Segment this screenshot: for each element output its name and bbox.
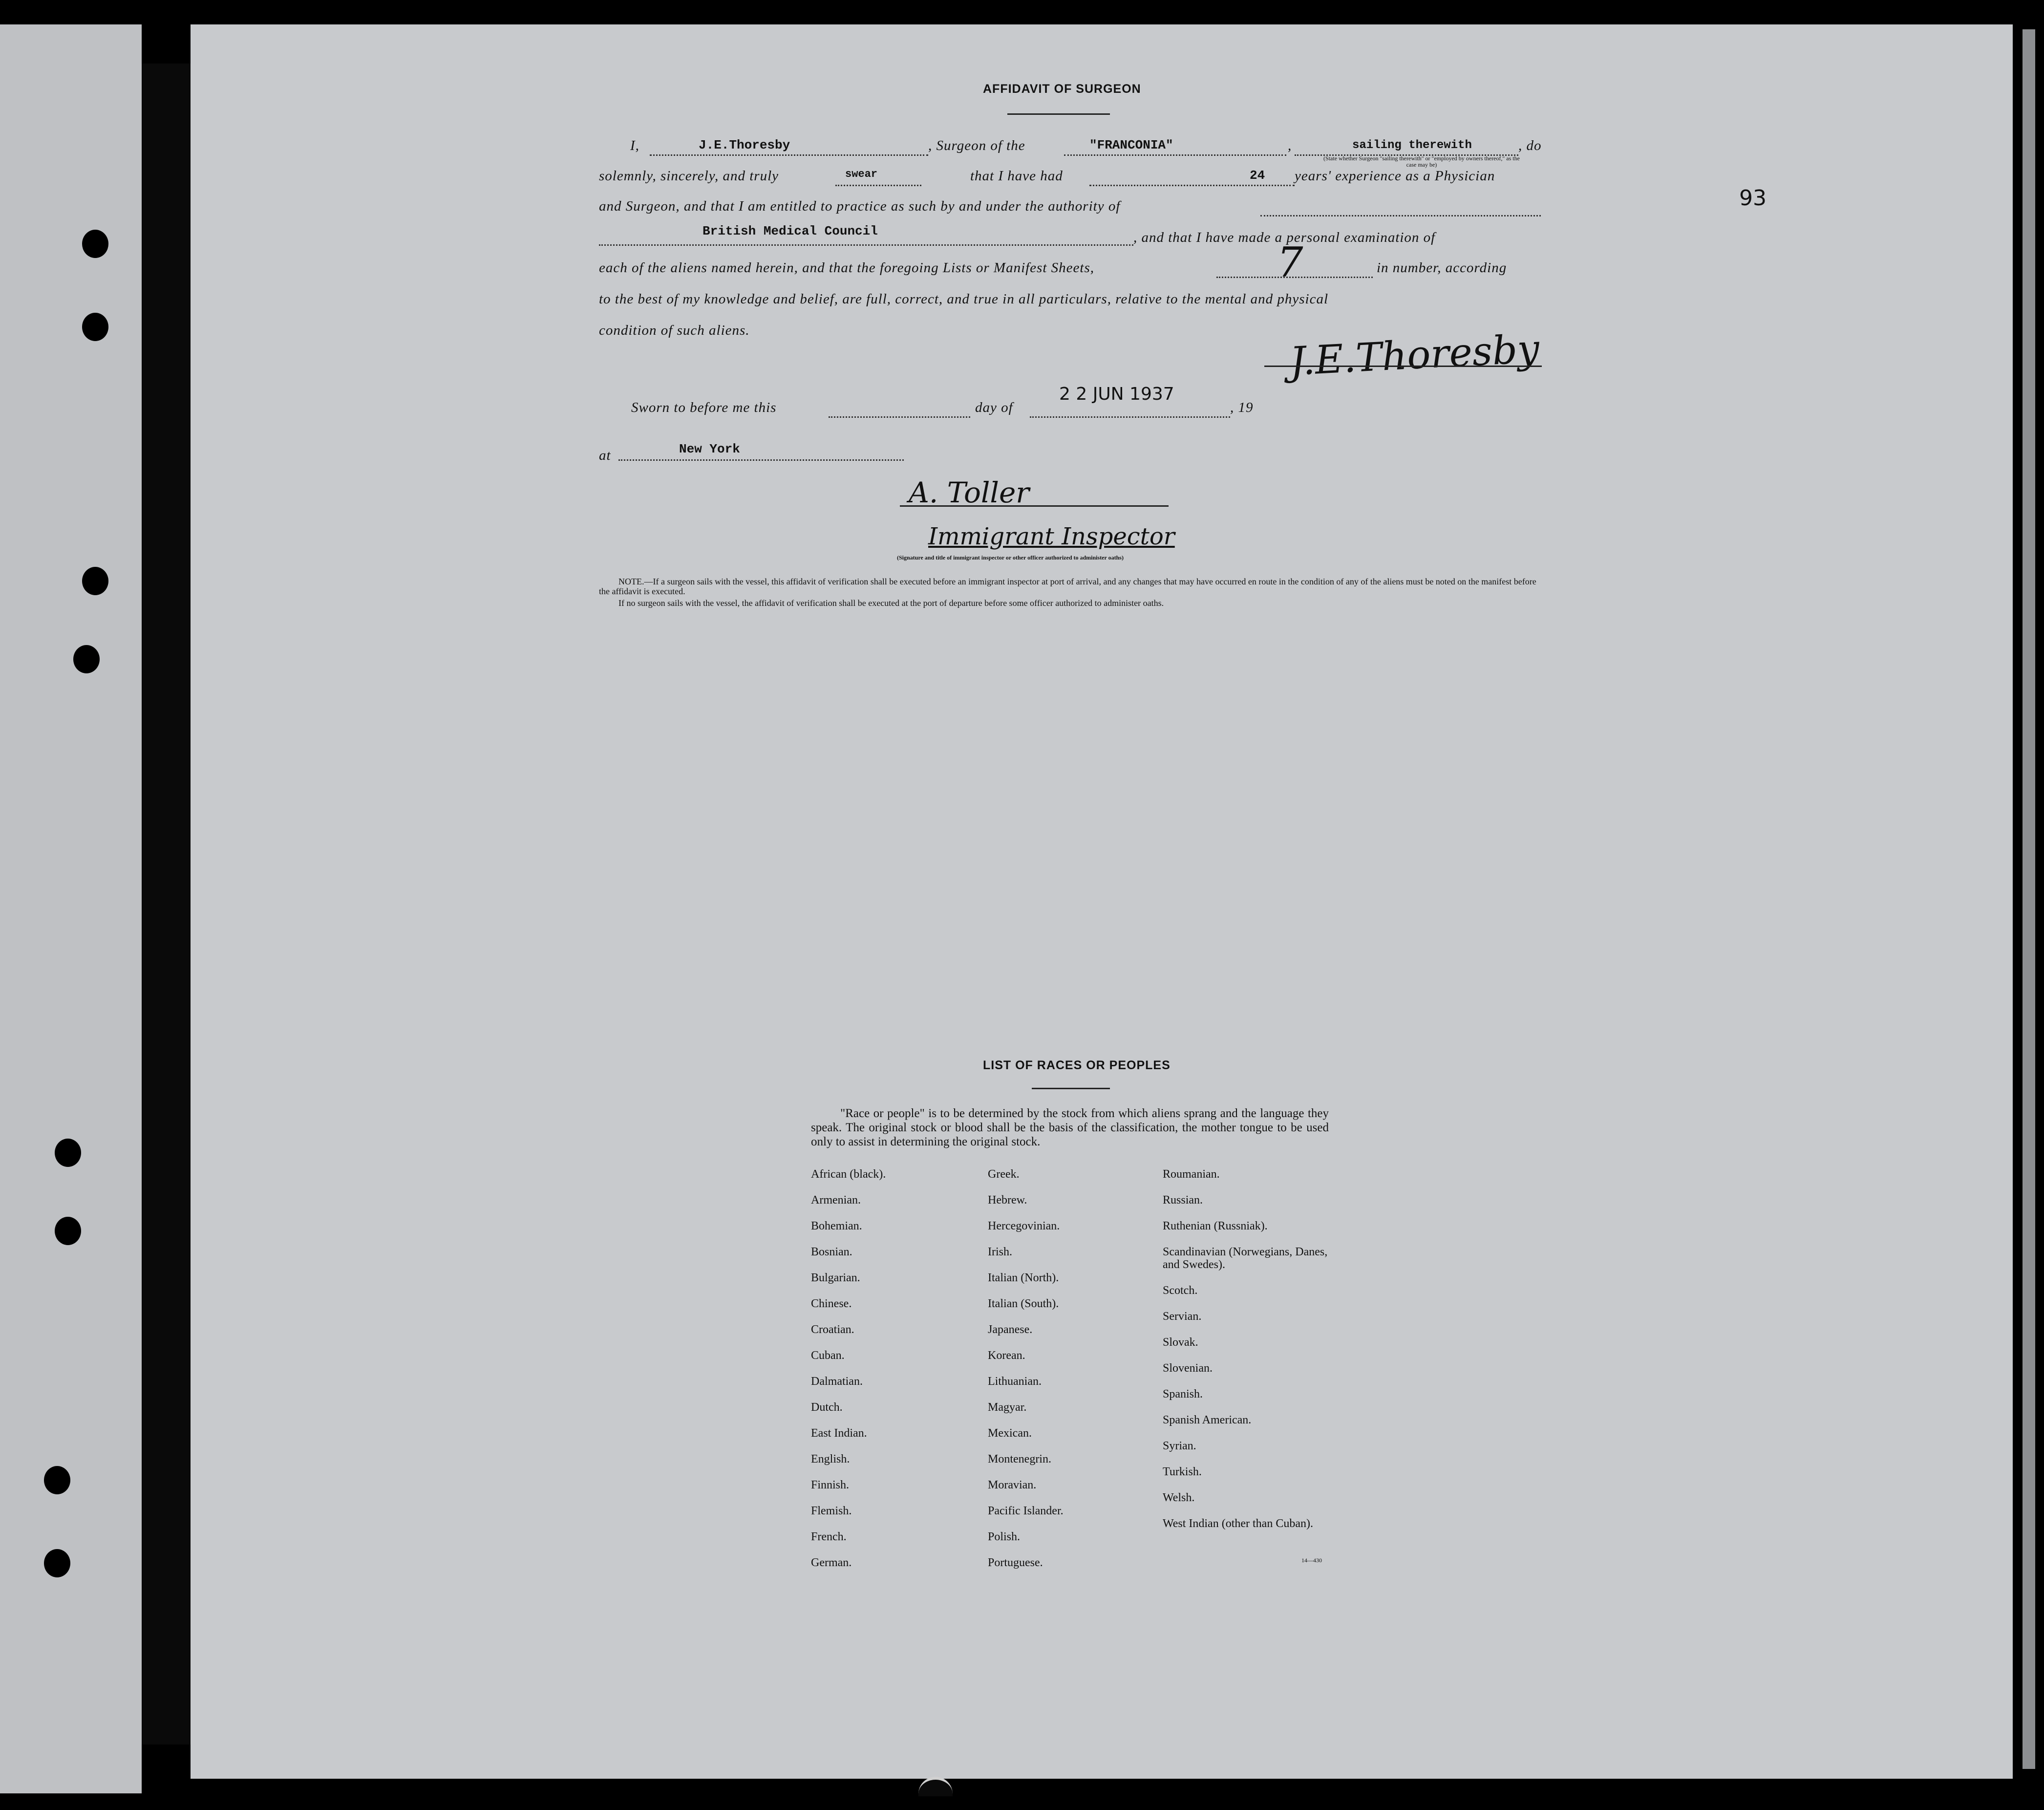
- race-item: Lithuanian.: [988, 1375, 1042, 1388]
- race-item: Greek.: [988, 1168, 1020, 1181]
- label-solemnly: solemnly, sincerely, and truly: [599, 168, 779, 184]
- label-examination: , and that I have made a personal examination of: [1133, 230, 1436, 245]
- ship-blank: [1064, 154, 1286, 156]
- race-item: English.: [811, 1453, 850, 1465]
- binding-hole: [55, 1139, 81, 1167]
- oath-blank: [835, 185, 921, 186]
- signature-rule: [1264, 366, 1542, 367]
- note-paragraph-2: If no surgeon sails with the vessel, the affidavit of verification shall be executed at the port of departure before some officer authorized to administer oaths.: [618, 598, 1164, 608]
- race-item: Portuguese.: [988, 1556, 1043, 1569]
- binding-spine: [142, 64, 191, 1745]
- race-item: Montenegrin.: [988, 1453, 1051, 1465]
- officer-title-signature: Immigrant Inspector: [928, 523, 1175, 550]
- page-number: 93: [1739, 186, 1767, 211]
- race-item: Servian.: [1163, 1310, 1202, 1323]
- races-intro: "Race or people" is to be determined by the stock from which aliens sprang and the language they speak. The original stock or blood shall be the basis of the classification, the mother tongue to be used only to assist in determining the original stock.: [811, 1107, 1329, 1148]
- race-item: Italian (North).: [988, 1271, 1059, 1284]
- sworn-month-blank: [1030, 416, 1230, 418]
- left-margin-strip: [0, 24, 142, 1793]
- race-item: Pacific Islander.: [988, 1505, 1064, 1517]
- race-item: Dalmatian.: [811, 1375, 863, 1388]
- label-had: that I have had: [970, 168, 1063, 184]
- race-item: Flemish.: [811, 1505, 852, 1517]
- race-item: Chinese.: [811, 1297, 852, 1310]
- race-item: Spanish.: [1163, 1388, 1203, 1401]
- note-paragraph-1: NOTE.—If a surgeon sails with the vessel, this affidavit of verification shall be executed before an immigrant inspector at port of arrival, and any changes that may have occurred en route in the condition of any of the aliens must be noted on the manifest before the affidavit is executed.: [599, 577, 1536, 596]
- race-item: Bulgarian.: [811, 1271, 860, 1284]
- sailing-hint: (State whether Surgeon "sailing therewith" or "employed by owners thereof," as the case may be): [1323, 155, 1520, 168]
- authority-value: British Medical Council: [703, 224, 878, 238]
- race-item: Syrian.: [1163, 1440, 1196, 1452]
- place-blank: [618, 459, 904, 461]
- races-title-rule: [1032, 1088, 1110, 1089]
- binding-hole: [44, 1549, 70, 1577]
- races-title: LIST OF RACES OR PEOPLES: [983, 1058, 1171, 1072]
- race-item: Mexican.: [988, 1427, 1032, 1440]
- race-item: Hercegovinian.: [988, 1220, 1060, 1232]
- years-value: 24: [1250, 168, 1265, 183]
- comma: ,: [1288, 138, 1292, 153]
- binding-hole: [82, 567, 108, 595]
- label-and-surgeon: and Surgeon, and that I am entitled to practice as such by and under the authority of: [599, 198, 1121, 214]
- page-edge: [2023, 29, 2035, 1769]
- race-item: Irish.: [988, 1246, 1012, 1258]
- label-sworn: Sworn to before me this: [631, 400, 777, 415]
- race-item: East Indian.: [811, 1427, 867, 1440]
- race-item: Ruthenian (Russniak).: [1163, 1220, 1268, 1232]
- race-item: Dutch.: [811, 1401, 843, 1414]
- race-item: Magyar.: [988, 1401, 1027, 1414]
- officer-hint: (Signature and title of immigrant inspector or other officer authorized to administer oaths): [897, 554, 1124, 561]
- race-item: Scotch.: [1163, 1284, 1198, 1297]
- race-item: French.: [811, 1530, 847, 1543]
- race-item: Finnish.: [811, 1479, 850, 1491]
- officer-signature: A. Toller: [909, 476, 1030, 509]
- binding-hole: [44, 1466, 70, 1494]
- officer-signature-rule: [900, 505, 1169, 507]
- race-item: Slovenian.: [1163, 1362, 1213, 1375]
- sworn-day-blank: [829, 416, 970, 418]
- bottom-mark: [918, 1777, 953, 1796]
- label-years: years' experience as a Physician: [1295, 168, 1495, 184]
- binding-hole: [82, 230, 108, 258]
- surgeon-signature: J.E.Thoresby: [1288, 325, 1541, 385]
- race-item: Bosnian.: [811, 1246, 852, 1258]
- race-item: Croatian.: [811, 1323, 854, 1336]
- label-best: to the best of my knowledge and belief, are full, correct, and true in all particulars, relative to the mental and physical: [599, 291, 1329, 307]
- race-item: Russian.: [1163, 1194, 1203, 1207]
- race-item: Korean.: [988, 1349, 1025, 1362]
- race-item: Welsh.: [1163, 1491, 1195, 1504]
- binding-hole: [55, 1217, 81, 1245]
- race-item: West Indian (other than Cuban).: [1163, 1517, 1313, 1530]
- race-item: Spanish American.: [1163, 1414, 1252, 1426]
- sailing-status: sailing therewith: [1352, 139, 1472, 152]
- race-item: Slovak.: [1163, 1336, 1198, 1349]
- label-number: in number, according: [1377, 260, 1507, 276]
- surgeon-name: J.E.Thoresby: [699, 138, 790, 152]
- ship-name: "FRANCONIA": [1089, 138, 1173, 152]
- binding-hole: [82, 313, 108, 341]
- race-item: Italian (South).: [988, 1297, 1059, 1310]
- label-do: , do: [1518, 138, 1542, 153]
- race-item: Turkish.: [1163, 1465, 1202, 1478]
- sheets-count: 7: [1277, 238, 1303, 286]
- title-rule: [1007, 113, 1110, 115]
- label-condition: condition of such aliens.: [599, 323, 750, 338]
- date-stamp: 2 2 JUN 1937: [1059, 384, 1174, 404]
- affidavit-title: AFFIDAVIT OF SURGEON: [983, 82, 1141, 96]
- race-item: Armenian.: [811, 1194, 861, 1207]
- race-item: German.: [811, 1556, 852, 1569]
- race-item: Cuban.: [811, 1349, 845, 1362]
- document-page: [191, 24, 2013, 1779]
- race-item: Roumanian.: [1163, 1168, 1220, 1181]
- race-item: Scandinavian (Norwegians, Danes, and Swedes).: [1163, 1246, 1328, 1271]
- label-19: , 19: [1230, 400, 1254, 415]
- label-i: I,: [630, 138, 639, 153]
- race-item: Japanese.: [988, 1323, 1033, 1336]
- years-blank: [1089, 185, 1295, 186]
- label-each: each of the aliens named herein, and that the foregoing Lists or Manifest Sheets,: [599, 260, 1094, 276]
- place-value: New York: [679, 442, 740, 456]
- race-item: Bohemian.: [811, 1220, 862, 1232]
- oath-word: swear: [845, 168, 878, 180]
- authority-blank-2: [599, 244, 1133, 246]
- binding-hole: [73, 645, 100, 673]
- race-item: Polish.: [988, 1530, 1021, 1543]
- race-item: Moravian.: [988, 1479, 1037, 1491]
- label-day-of: day of: [975, 400, 1013, 415]
- label-at: at: [599, 448, 611, 463]
- label-surgeon-of: , Surgeon of the: [928, 138, 1025, 153]
- form-number: 14—430: [1301, 1557, 1322, 1564]
- race-item: African (black).: [811, 1168, 886, 1181]
- race-item: Hebrew.: [988, 1194, 1027, 1207]
- authority-blank-1: [1260, 215, 1541, 216]
- surgeon-name-blank: [650, 154, 928, 156]
